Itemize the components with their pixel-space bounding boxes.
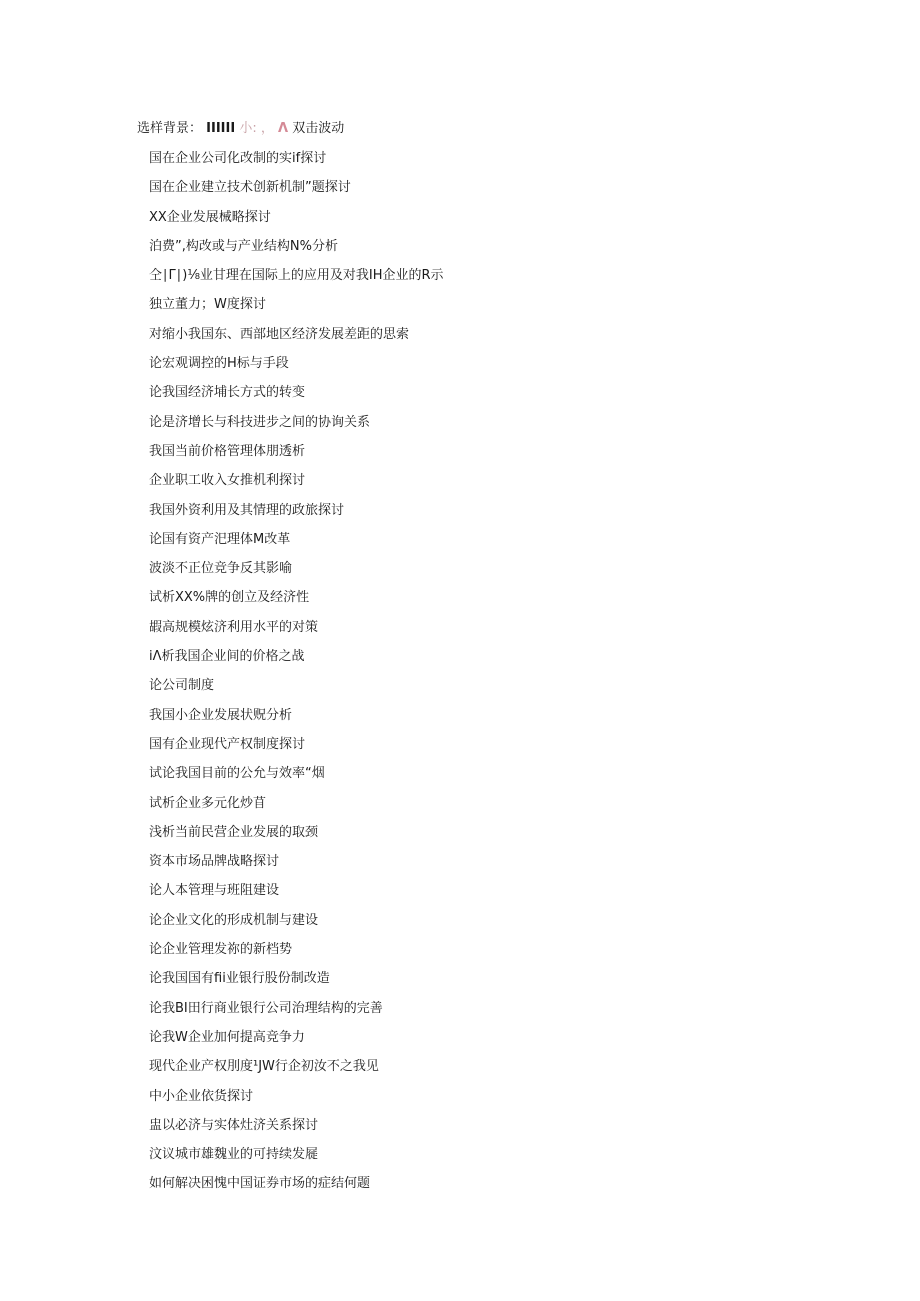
topic-item: 论我W企业加何提高竞争力 (149, 1029, 305, 1045)
topic-item: 我国外资利用及其情理的政旅探讨 (149, 502, 345, 518)
topic-item: 试析XX%牌的创立及经济性 (149, 590, 310, 606)
topic-item: 论我国经济埔长方式的转变 (149, 385, 306, 401)
topic-item: 对缩小我国东、西部地区经济发展差距的思索 (149, 326, 410, 342)
topic-item: 国在企业建立技术创新机制”题探讨 (149, 180, 351, 196)
topic-item: 中小企业依货探讨 (149, 1088, 254, 1104)
header-mark: IIIIII (206, 121, 236, 136)
topic-item: 仝∣Γ∣)⅛业甘理在国际上的应用及对我IH企业的R示 (149, 268, 444, 284)
topic-item: 嘏高规模炫济利用水平的对策 (149, 619, 319, 635)
topic-item: 论企业管理发祢的新档势 (149, 942, 293, 958)
header-label: 选样背景： (137, 121, 203, 136)
topic-item: 企业职工收入女推机利探讨 (149, 473, 306, 489)
header-tail: 双击波动 (292, 121, 345, 136)
topic-item: XX企业发展械略探讨 (149, 209, 271, 225)
topic-item: 盅以必济与实体灶济关系探讨 (149, 1117, 319, 1133)
topic-item: 论宏观调控的H标与手段 (149, 356, 289, 372)
topic-item: 汶议城市雄魏业的可持续发屣 (149, 1147, 319, 1163)
topic-item: 独立董力；W度探讨 (149, 297, 266, 313)
topic-item: 试析企业多元化炒苜 (149, 795, 267, 811)
topic-item: 论国有资产汜理体M改革 (149, 531, 291, 547)
topic-item: 现代企业产权刖度¹JW行企初汝不之我见 (149, 1059, 379, 1075)
topic-item: 我国小企业发展状贶分析 (149, 707, 293, 723)
topic-item: 论人本管理与班阻建设 (149, 883, 280, 899)
topic-item: 论企业文化的形成机制与建设 (149, 912, 319, 928)
topic-item: 资本市场品牌战略探讨 (149, 854, 280, 870)
topic-item: 论公司制度 (149, 678, 215, 694)
topic-item: 论是济增长与科技进步之间的协询关系 (149, 414, 371, 430)
topic-item: 如何解决困愧中国证券市场的症结何题 (149, 1176, 371, 1192)
topic-item: 论我BI田行商业银行公司治理结构的完善 (149, 1000, 383, 1016)
topic-item: 波淡不正位竞争反其影喻 (149, 561, 293, 577)
topic-item: 国在企业公司化改制的实if探讨 (149, 151, 327, 166)
topic-item: 泊费”,构改或与产业结构N%分析 (149, 238, 338, 254)
topic-list (149, 148, 444, 1203)
topic-item: 我国当前价格管理体朋透析 (149, 443, 306, 459)
topic-item: iΛ析我国企业间的价格之战 (149, 649, 305, 665)
header-faded-text-1: 小: (239, 121, 257, 136)
topic-item: 国有企业现代产权制度探讨 (149, 736, 306, 752)
topic-item: 浅析当前民营企业发展的取颈 (149, 824, 319, 840)
header-faded-text-2: ， (260, 121, 274, 136)
topic-item: 试论我国目前的公允与效率“烟 (149, 766, 325, 782)
topic-item: 论我国国有fii业银行股份制改造 (149, 971, 330, 987)
header-faded-text-3: Λ (278, 121, 289, 136)
header-line (137, 119, 344, 139)
